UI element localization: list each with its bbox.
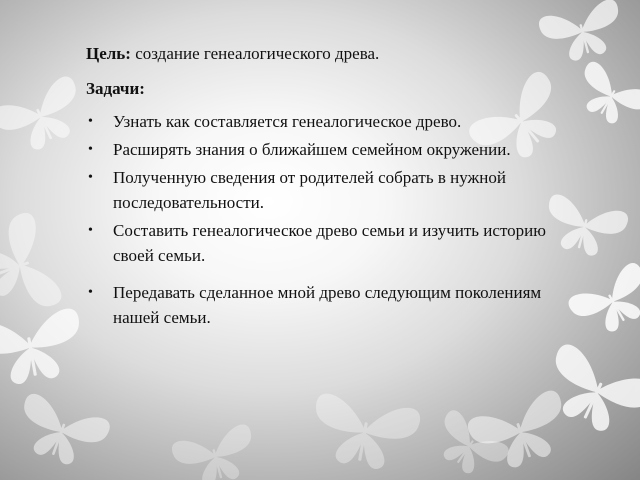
slide-content [86,42,586,333]
butterfly-icon [465,388,577,479]
task-text: Передавать сделанное мной древо следующим поколениям нашей семьи. [113,283,542,327]
list-item [86,280,586,330]
list-item [86,218,586,268]
list-item [86,165,586,215]
task-text: Полученную сведения от родителей собрать в нужной последовательности. [113,168,506,212]
bullet-icon: • [88,170,93,185]
bullet-icon: • [88,223,93,238]
list-item [86,109,586,134]
butterfly-icon [0,307,88,390]
bullet-icon: • [88,114,93,129]
tasks-heading: Задачи: [86,79,145,98]
butterfly-icon [0,74,93,162]
butterfly-icon [426,407,512,480]
task-text: Узнать как составляется генеалогическое древо. [113,112,462,131]
butterfly-icon [170,423,261,480]
task-text: Расширять знания о ближайшем семейном окружении. [113,140,511,159]
butterfly-icon [10,391,113,474]
butterfly-icon [307,392,422,475]
goal-text: создание генеалогического древа. [130,44,380,63]
butterfly-icon [0,210,64,322]
task-text: Составить генеалогическое древо семьи и изучить историю своей семьи. [113,221,546,265]
tasks-list [86,109,586,330]
bullet-icon: • [88,285,93,300]
list-item [86,137,586,162]
bullet-icon: • [88,142,93,157]
goal-label: Цель: [86,44,131,63]
goal-line [86,42,586,66]
